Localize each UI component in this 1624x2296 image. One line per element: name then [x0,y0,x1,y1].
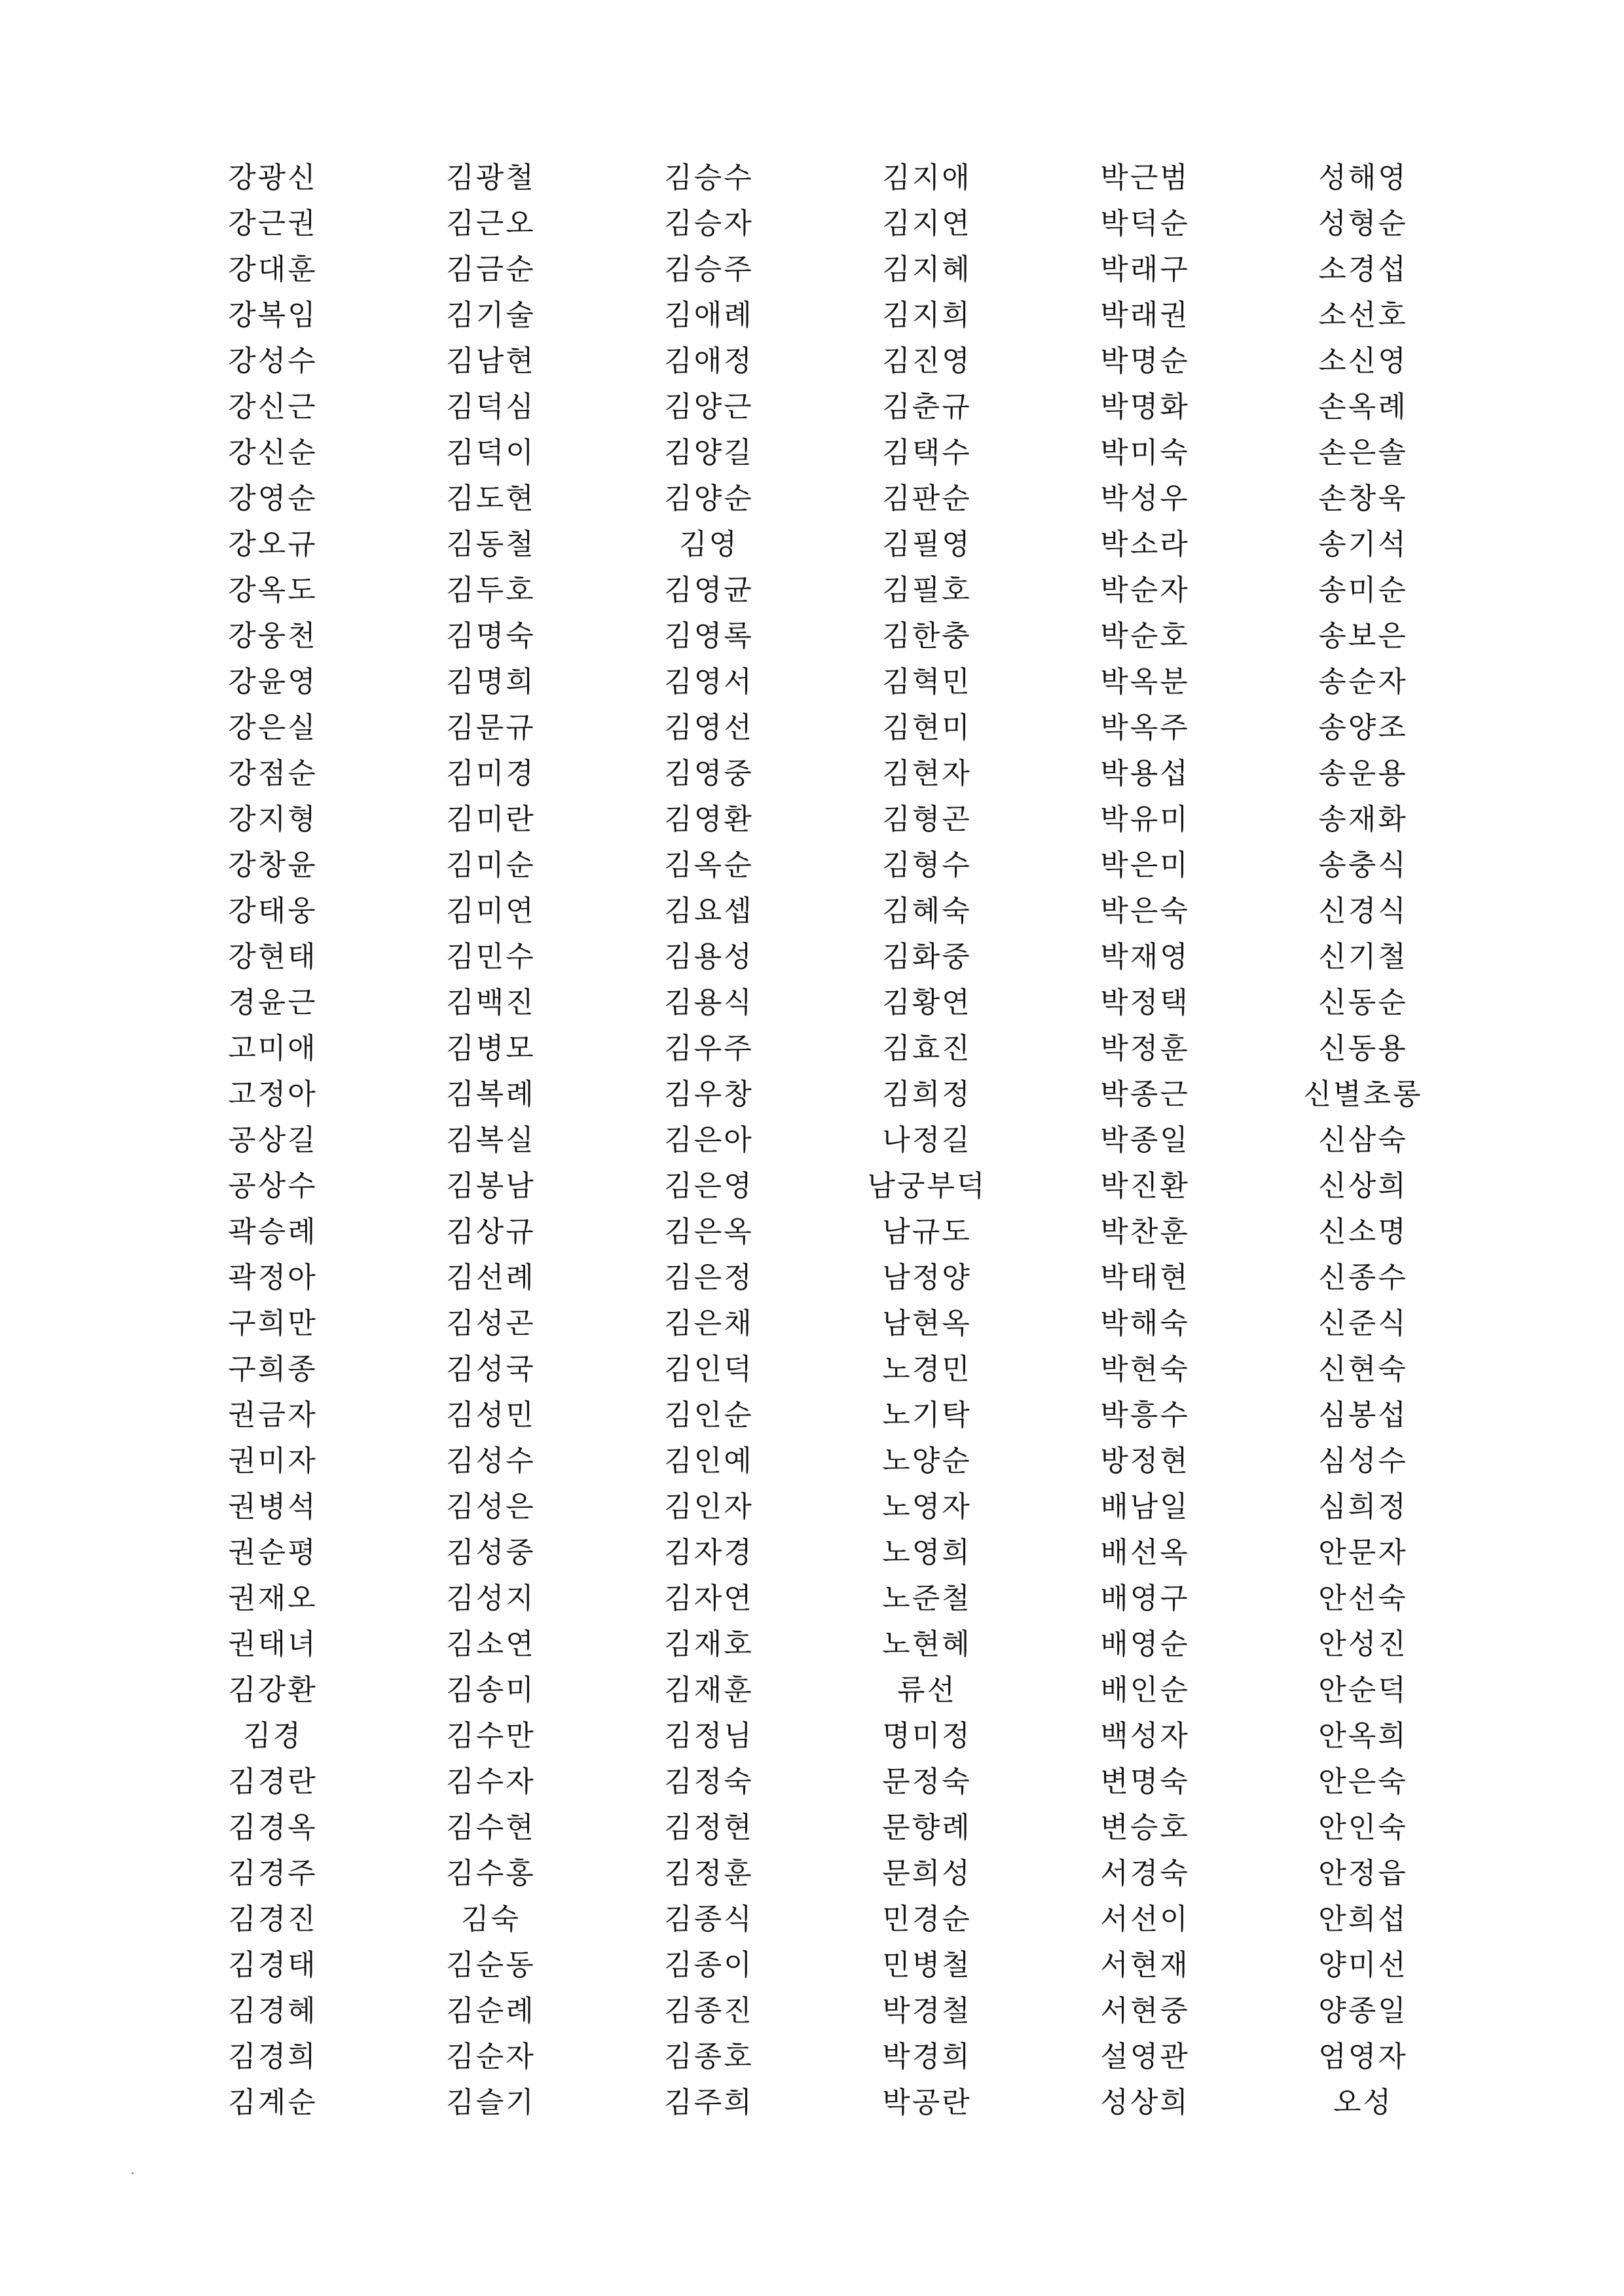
name-entry: 박경철 [882,1994,972,2028]
name-entry: 김종이 [664,1948,754,1982]
name-entry: 문희성 [882,1857,972,1890]
name-entry: 김종진 [664,1994,754,2028]
name-entry: 송재화 [1318,803,1408,836]
name-entry: 김슬기 [446,2086,536,2119]
name-entry: 김주희 [664,2086,754,2119]
name-entry: 안정읍 [1318,1857,1408,1890]
name-entry: 김덕이 [446,436,536,469]
name-entry: 노양순 [882,1444,972,1478]
name-entry: 신소명 [1318,1215,1408,1248]
name-entry: 김봉남 [446,1169,536,1203]
name-entry: 안성진 [1318,1628,1408,1661]
name-entry: 김영서 [664,665,754,699]
name-entry: 강복임 [228,299,318,332]
name-entry: 송양조 [1318,711,1408,744]
name-entry: 김승주 [664,253,754,286]
name-entry: 서현중 [1100,1994,1190,2028]
name-entry: 김옥순 [664,848,754,882]
name-entry: 김자경 [664,1536,754,1569]
name-entry: 김진영 [882,344,972,378]
name-entry: 김정훈 [664,1857,754,1890]
name-entry: 김형곤 [882,803,972,836]
name-entry: 강오규 [228,528,318,561]
name-entry: 김문규 [446,711,536,744]
name-entry: 김병모 [446,1032,536,1065]
name-entry: 손옥례 [1318,390,1408,424]
name-entry: 남궁부덕 [867,1169,987,1203]
name-entry: 신현숙 [1318,1353,1408,1386]
name-entry: 배선옥 [1100,1536,1190,1569]
name-entry: 김희정 [882,1078,972,1111]
name-entry: 김성지 [446,1582,536,1615]
name-entry: 박흥수 [1100,1398,1190,1432]
name-entry: 김기술 [446,299,536,332]
name-entry: 김우창 [664,1078,754,1111]
name-entry: 김영 [678,528,739,561]
name-entry: 강태웅 [228,894,318,928]
name-entry: 박순호 [1100,619,1190,653]
name-entry: 김송미 [446,1673,536,1707]
name-entry: 김도현 [446,482,536,515]
name-entry: 방정현 [1100,1444,1190,1478]
name-entry: 노현혜 [882,1628,972,1661]
name-entry: 강대훈 [228,253,318,286]
name-entry: 양미선 [1318,1948,1408,1982]
name-entry: 박옥주 [1100,711,1190,744]
name-entry: 민경순 [882,1903,972,1936]
name-entry: 박유미 [1100,803,1190,836]
name-entry: 노영희 [882,1536,972,1569]
name-entry: 신준식 [1318,1307,1408,1340]
name-entry: 김효진 [882,1032,972,1065]
name-entry: 강근권 [228,207,318,240]
name-entry: 김수홍 [446,1857,536,1890]
name-entry: 엄영자 [1318,2040,1408,2073]
name-entry: 강영순 [228,482,318,515]
name-entry: 김소연 [446,1628,536,1661]
name-entry: 박해숙 [1100,1307,1190,1340]
name-entry: 서경숙 [1100,1857,1190,1890]
name-entry: 김경 [242,1719,303,1753]
name-entry: 고미애 [228,1032,318,1065]
name-entry: 김숙 [460,1903,521,1936]
name-entry: 김승수 [664,161,754,194]
name-entry: 박은미 [1100,848,1190,882]
name-entry: 곽정아 [228,1261,318,1294]
name-entry: 신별초롱 [1303,1078,1423,1111]
page-dot-mark [132,2172,134,2174]
name-entry: 김필호 [882,574,972,607]
name-entry: 김우주 [664,1032,754,1065]
name-entry: 권금자 [228,1398,318,1432]
name-entry: 김경진 [228,1903,318,1936]
name-entry: 강윤영 [228,665,318,699]
name-entry: 신동순 [1318,986,1408,1019]
name-entry: 노영자 [882,1490,972,1523]
name-entry: 김은옥 [664,1215,754,1248]
name-entry: 김명희 [446,665,536,699]
name-entry: 박경희 [882,2040,972,2073]
name-entry: 소선호 [1318,299,1408,332]
name-entry: 김미연 [446,894,536,928]
name-entry: 박성우 [1100,482,1190,515]
name-entry: 배영순 [1100,1628,1190,1661]
name-entry: 박정택 [1100,986,1190,1019]
name-entry: 오성 [1333,2086,1393,2119]
name-entry: 김혁민 [882,665,972,699]
name-entry: 성해영 [1318,161,1408,194]
name-entry: 설영관 [1100,2040,1190,2073]
name-entry: 박래구 [1100,253,1190,286]
name-entry: 김양순 [664,482,754,515]
name-entry: 김춘규 [882,390,972,424]
name-entry: 김복례 [446,1078,536,1111]
name-entry: 안희섭 [1318,1903,1408,1936]
name-entry: 김정님 [664,1719,754,1753]
name-entry: 남정양 [882,1261,972,1294]
name-entry: 공상수 [228,1169,318,1203]
name-entry: 민병철 [882,1948,972,1982]
name-entry: 박진환 [1100,1169,1190,1203]
name-entry: 배남일 [1100,1490,1190,1523]
name-entry: 김성수 [446,1444,536,1478]
name-entry: 김자연 [664,1582,754,1615]
name-entry: 김성민 [446,1398,536,1432]
name-entry: 백성자 [1100,1719,1190,1753]
name-entry: 성형순 [1318,207,1408,240]
name-entry: 노준철 [882,1582,972,1615]
name-entry: 김요셉 [664,894,754,928]
name-entry: 강웅천 [228,619,318,653]
name-entry: 권미자 [228,1444,318,1478]
name-entry: 김성중 [446,1536,536,1569]
name-entry: 서선이 [1100,1903,1190,1936]
name-entry: 강신순 [228,436,318,469]
name-entry: 김선례 [446,1261,536,1294]
name-entry: 남현옥 [882,1307,972,1340]
name-entry: 안순덕 [1318,1673,1408,1707]
name-entry: 김형수 [882,848,972,882]
name-entry: 김경옥 [228,1811,318,1844]
name-entry: 노경민 [882,1353,972,1386]
name-entry: 김지연 [882,207,972,240]
name-entry: 김계순 [228,2086,318,2119]
name-entry: 강옥도 [228,574,318,607]
name-entry: 박재영 [1100,940,1190,974]
name-entry: 김복실 [446,1123,536,1157]
name-entry: 김광철 [446,161,536,194]
name-entry: 박태현 [1100,1261,1190,1294]
name-entry: 박순자 [1100,574,1190,607]
name-entry: 박미숙 [1100,436,1190,469]
name-entry: 김수현 [446,1811,536,1844]
name-entry: 배영구 [1100,1582,1190,1615]
name-entry: 박래권 [1100,299,1190,332]
name-entry: 김경희 [228,2040,318,2073]
name-entry: 강지형 [228,803,318,836]
name-entry: 변명숙 [1100,1765,1190,1798]
name-entry: 경윤근 [228,986,318,1019]
name-entry: 신동용 [1318,1032,1408,1065]
name-entry: 김순례 [446,1994,536,2028]
name-entry: 안은숙 [1318,1765,1408,1798]
name-entry: 김재호 [664,1628,754,1661]
name-entry: 김정현 [664,1811,754,1844]
name-entry: 김두호 [446,574,536,607]
name-entry: 손은솔 [1318,436,1408,469]
name-entry: 박명순 [1100,344,1190,378]
name-entry: 김택수 [882,436,972,469]
name-entry: 송기석 [1318,528,1408,561]
name-entry: 송운용 [1318,757,1408,790]
name-entry: 김애례 [664,299,754,332]
name-entry: 강점순 [228,757,318,790]
name-entry: 김한충 [882,619,972,653]
name-entry: 김재훈 [664,1673,754,1707]
name-entry: 김애정 [664,344,754,378]
name-entry: 남규도 [882,1215,972,1248]
name-entry: 김민수 [446,940,536,974]
name-entry: 박종일 [1100,1123,1190,1157]
name-entry: 김종식 [664,1903,754,1936]
name-entry: 김백진 [446,986,536,1019]
name-entry: 김명숙 [446,619,536,653]
name-entry: 김필영 [882,528,972,561]
name-entry: 안옥희 [1318,1719,1408,1753]
name-entry: 김성은 [446,1490,536,1523]
name-entry: 고정아 [228,1078,318,1111]
name-entry: 박명화 [1100,390,1190,424]
name-entry: 김용식 [664,986,754,1019]
name-entry: 김은아 [664,1123,754,1157]
name-entry: 김지애 [882,161,972,194]
name-list-grid [164,155,1473,2126]
name-entry: 강광신 [228,161,318,194]
name-entry: 서현재 [1100,1948,1190,1982]
name-entry: 김영록 [664,619,754,653]
name-entry: 명미정 [882,1719,972,1753]
name-entry: 김수자 [446,1765,536,1798]
name-entry: 송충식 [1318,848,1408,882]
name-entry: 김경주 [228,1857,318,1890]
name-entry: 곽승례 [228,1215,318,1248]
name-entry: 김은채 [664,1307,754,1340]
name-entry: 변승호 [1100,1811,1190,1844]
name-entry: 권재오 [228,1582,318,1615]
name-entry: 신기철 [1318,940,1408,974]
name-entry: 김미경 [446,757,536,790]
name-entry: 김황연 [882,986,972,1019]
name-entry: 문정숙 [882,1765,972,1798]
name-entry: 김경혜 [228,1994,318,2028]
name-entry: 강창윤 [228,848,318,882]
name-entry: 박덕순 [1100,207,1190,240]
name-entry: 배인순 [1100,1673,1190,1707]
name-entry: 김성곤 [446,1307,536,1340]
name-entry: 송보은 [1318,619,1408,653]
name-entry: 김화중 [882,940,972,974]
name-entry: 김미순 [446,848,536,882]
name-entry: 김지희 [882,299,972,332]
name-entry: 공상길 [228,1123,318,1157]
name-entry: 손창욱 [1318,482,1408,515]
name-entry: 안인숙 [1318,1811,1408,1844]
name-entry: 권태녀 [228,1628,318,1661]
name-entry: 김양근 [664,390,754,424]
name-entry: 신경식 [1318,894,1408,928]
name-entry: 김현미 [882,711,972,744]
name-entry: 김종호 [664,2040,754,2073]
name-entry: 김은영 [664,1169,754,1203]
name-entry: 김남현 [446,344,536,378]
name-entry: 심희정 [1318,1490,1408,1523]
name-entry: 박용섭 [1100,757,1190,790]
name-entry: 김판순 [882,482,972,515]
name-entry: 김혜숙 [882,894,972,928]
name-entry: 문향례 [882,1811,972,1844]
name-entry: 박소라 [1100,528,1190,561]
name-entry: 권병석 [228,1490,318,1523]
name-entry: 심성수 [1318,1444,1408,1478]
name-entry: 김강환 [228,1673,318,1707]
name-entry: 안선숙 [1318,1582,1408,1615]
name-entry: 송순자 [1318,665,1408,699]
name-entry: 김용성 [664,940,754,974]
name-entry: 김근오 [446,207,536,240]
name-entry: 송미순 [1318,574,1408,607]
name-entry: 나정길 [882,1123,972,1157]
name-entry: 박종근 [1100,1078,1190,1111]
name-entry: 성상희 [1100,2086,1190,2119]
name-entry: 김인예 [664,1444,754,1478]
name-entry: 구희만 [228,1307,318,1340]
name-entry: 김미란 [446,803,536,836]
name-entry: 김인순 [664,1398,754,1432]
name-entry: 양종일 [1318,1994,1408,2028]
name-entry: 김은정 [664,1261,754,1294]
name-entry: 김인덕 [664,1353,754,1386]
name-entry: 신상희 [1318,1169,1408,1203]
name-entry: 김양길 [664,436,754,469]
name-entry: 김수만 [446,1719,536,1753]
name-entry: 박찬훈 [1100,1215,1190,1248]
name-entry: 강성수 [228,344,318,378]
name-entry: 박현숙 [1100,1353,1190,1386]
name-entry: 신삼숙 [1318,1123,1408,1157]
name-entry: 소경섭 [1318,253,1408,286]
name-entry: 김순자 [446,2040,536,2073]
name-entry: 안문자 [1318,1536,1408,1569]
name-entry: 신종수 [1318,1261,1408,1294]
name-entry: 박근범 [1100,161,1190,194]
name-entry: 김영균 [664,574,754,607]
name-entry: 김영선 [664,711,754,744]
name-entry: 심봉섭 [1318,1398,1408,1432]
name-entry: 김영중 [664,757,754,790]
name-entry: 류선 [896,1673,957,1707]
name-entry: 김정숙 [664,1765,754,1798]
name-entry: 강현태 [228,940,318,974]
name-entry: 김영환 [664,803,754,836]
name-entry: 박옥분 [1100,665,1190,699]
name-entry: 박은숙 [1100,894,1190,928]
name-entry: 김덕심 [446,390,536,424]
name-entry: 김경태 [228,1948,318,1982]
name-entry: 강은실 [228,711,318,744]
name-entry: 김경란 [228,1765,318,1798]
name-entry: 소신영 [1318,344,1408,378]
name-entry: 강신근 [228,390,318,424]
name-entry: 구희종 [228,1353,318,1386]
name-entry: 김지혜 [882,253,972,286]
name-entry: 김순동 [446,1948,536,1982]
name-entry: 김동철 [446,528,536,561]
name-entry: 김인자 [664,1490,754,1523]
name-entry: 김금순 [446,253,536,286]
name-entry: 박공란 [882,2086,972,2119]
name-entry: 김성국 [446,1353,536,1386]
name-entry: 노기탁 [882,1398,972,1432]
name-entry: 김현자 [882,757,972,790]
name-entry: 박정훈 [1100,1032,1190,1065]
name-entry: 김승자 [664,207,754,240]
name-entry: 김상규 [446,1215,536,1248]
name-entry: 권순평 [228,1536,318,1569]
